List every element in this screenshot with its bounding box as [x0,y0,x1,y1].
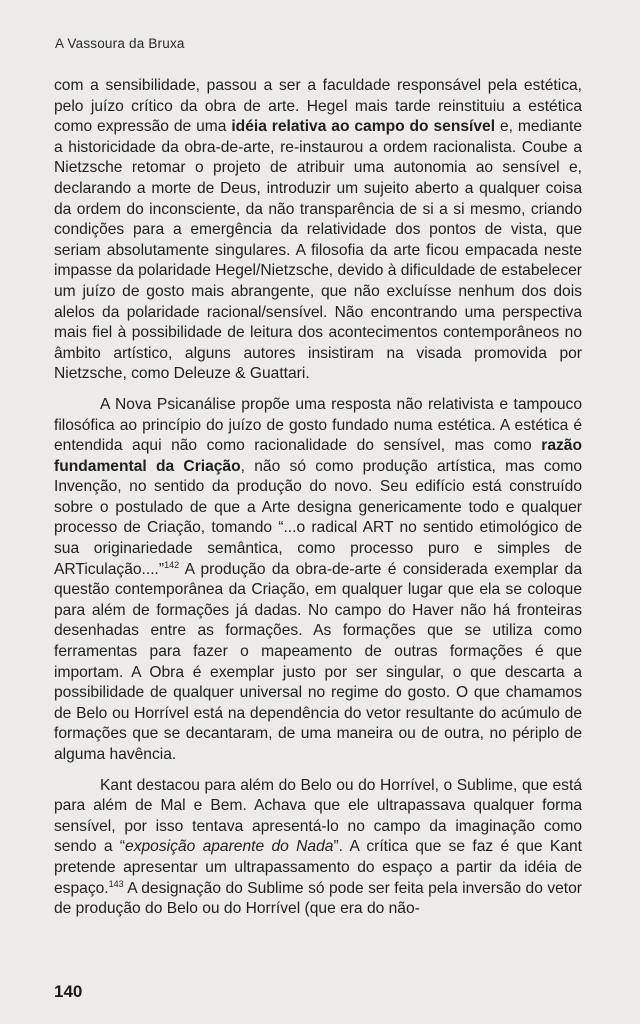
paragraph-1-text-2: e, mediante a historicidade da obra-de-arte, re-instaurou a ordem racionalista. Coube a Nietzsche retomar o projeto de atribuir uma autonomia ao sensível e, declarando a morte de Deus, introduzir um sujeito aberto a qualquer coisa da ordem do inconsciente, da não transparência de si a si mesmo, criando condições para a emergência da relatividade dos pontos de vista, que seriam absolutamente singulares. A filosofia da arte ficou empacada neste impasse da polaridade Hegel/Nietzsche, devido à dificuldade de estabelecer um juízo de gosto mais abrangente, que não excluísse nenhum dos dois alelos da polaridade racional/sensível. Não encontrando uma perspectiva mais fiel à possibilidade de leitura dos acontecimentos contemporâneos no âmbito artístico, alguns autores insistiram na visada promovida por Nietzsche, como Deleuze & Guattari. [54,118,582,383]
paragraph-2-bold-phrase: razão fundamental da Criação [54,437,582,475]
paragraph-2-text-2: , não só como produção artística, mas como Invenção, no sentido da produção do novo. Seu edifício está construído sobre o postulado de que a Arte designa genericamente todo e qualquer processo de Criação, tomando “...o radical ART no sentido etimológico de sua originariedade semântica, como processo puro e simples de ARTiculação....” [54,457,582,578]
paragraph-3-italic-phrase: exposição aparente do Nada [125,838,334,856]
paragraph-3-text-1: Kant destacou para além do Belo ou do Horrível, o Sublime, que está para além de Mal e Bem. Achava que ele ultrapassava qualquer forma sensível, por isso tentava apresentá-lo no campo da imaginação como sendo a “ [54,776,582,856]
paragraph-1-bold-phrase: idéia relativa ao campo do sensível [231,118,496,136]
page-number: 140 [54,982,83,1001]
paragraph-1-text-1: com a sensibilidade, passou a ser a faculdade responsável pela estética, pelo juízo crítico da obra de arte. Hegel mais tarde reinstituiu a estética como expressão de uma [54,77,582,136]
paragraph-3-text-2: ”. A crítica que se faz é que Kant pretende apresentar um ultrapassamento do espaço a partir da idéia de espaço. [54,838,582,897]
footnote-ref-142: 142 [164,559,180,570]
paragraph-1 [54,76,582,385]
paragraph-2-text-1: A Nova Psicanálise propõe uma resposta não relativista e tampouco filosófica ao princípio do juízo de gosto fundado numa estética. A estética é entendida aqui não como racionalidade do sensível, mas como [54,395,582,455]
paragraph-3-text-3: A designação do Sublime só pode ser feita pela inversão do vetor de produção do Belo ou do Horrível (que era do não- [54,879,582,918]
footnote-ref-143: 143 [108,878,124,889]
running-head: A Vassoura da Bruxa [55,36,185,51]
paragraph-2-text-3: A produção da obra-de-arte é considerada exemplar da questão contemporânea da Criação, em qualquer lugar que ela se coloque para além de formações já dadas. No campo do Haver não há fronteiras desenhadas entre as formações. As formações que se utiliza como ferramentas para fazer o mapeamento de outras formações é que importam. A Obra é exemplar justo por ser singular, o que descarta a possibilidade de qualquer universal no regime do gosto. O que chamamos de Belo ou Horrível está na dependência do vetor resultante do acúmulo de formações que se decantaram, de uma maneira ou de outra, no périplo de alguma havência. [54,560,582,763]
body-text [54,76,582,920]
paragraph-2 [54,395,582,766]
paragraph-3 [54,776,582,920]
